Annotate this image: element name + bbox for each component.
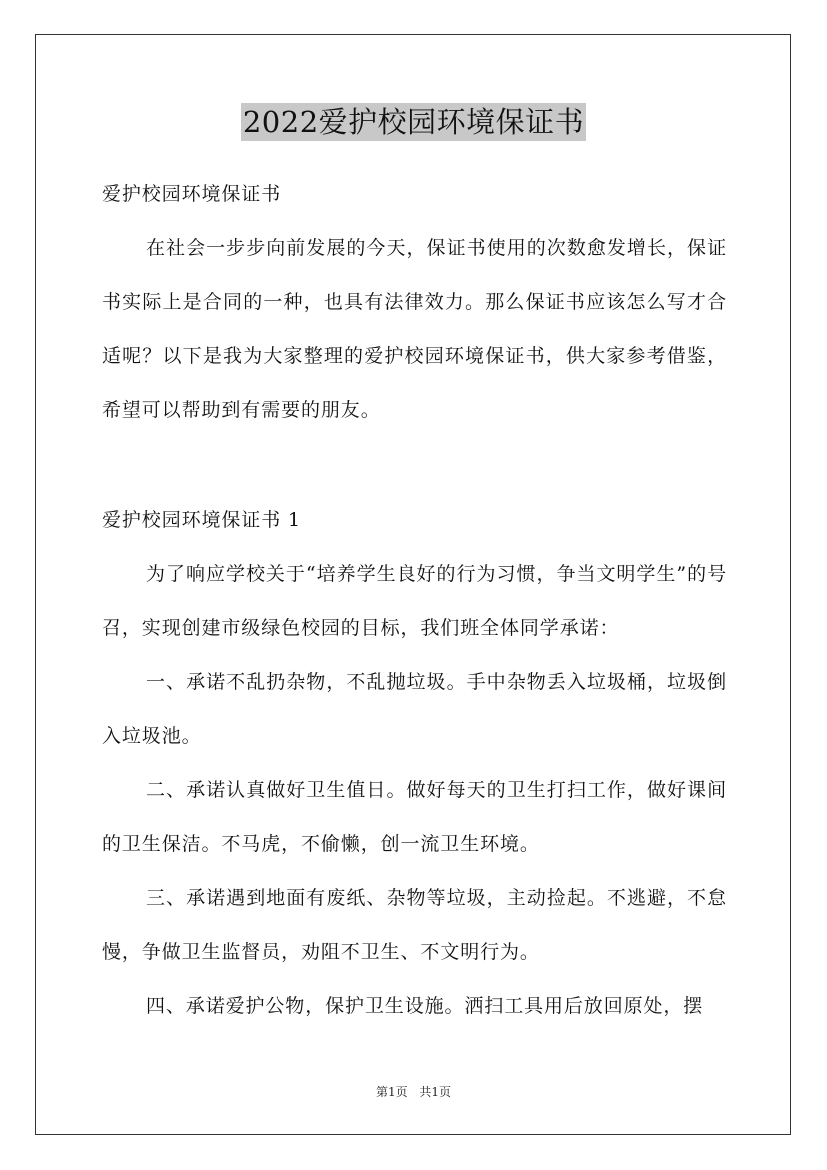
page-footer (0, 1084, 827, 1100)
paragraph-pledge-intro: 为了响应学校关于“培养学生良好的行为习惯，争当文明学生”的号召，实现创建市级绿色校园的目标，我们班全体同学承诺： (102, 563, 727, 639)
paragraph-pledge-2: 二、承诺认真做好卫生值日。做好每天的卫生打扫工作，做好课间的卫生保洁。不马虎，不偷懒，创一流卫生环境。 (102, 779, 727, 855)
subheading-main: 爱护校园环境保证书 (102, 183, 282, 205)
intro-paragraph: 在社会一步步向前发展的今天，保证书使用的次数愈发增长，保证书实际上是合同的一种，也具有法律效力。那么保证书应该怎么写才合适呢？以下是我为大家整理的爱护校园环境保证书，供大家参考借鉴，希望可以帮助到有需要的朋友。 (102, 237, 727, 421)
page-total: 共1页 (419, 1085, 452, 1099)
paragraph-pledge-3: 三、承诺遇到地面有废纸、杂物等垃圾，主动捡起。不逃避，不怠慢，争做卫生监督员，劝阻不卫生、不文明行为。 (102, 887, 727, 963)
intro-section (102, 221, 727, 437)
title-container (0, 103, 827, 141)
paragraph-pledge-1: 一、承诺不乱扔杂物，不乱抛垃圾。手中杂物丢入垃圾桶，垃圾倒入垃圾池。 (102, 671, 727, 747)
paragraph-pledge-4: 四、承诺爱护公物，保护卫生设施。洒扫工具用后放回原处，摆 (146, 995, 704, 1017)
page-number: 第1页 (375, 1085, 408, 1099)
section-1-body (102, 547, 727, 1033)
subheading-section-1: 爱护校园环境保证书 1 (102, 509, 302, 531)
document-title: 2022爱护校园环境保证书 (242, 105, 585, 139)
